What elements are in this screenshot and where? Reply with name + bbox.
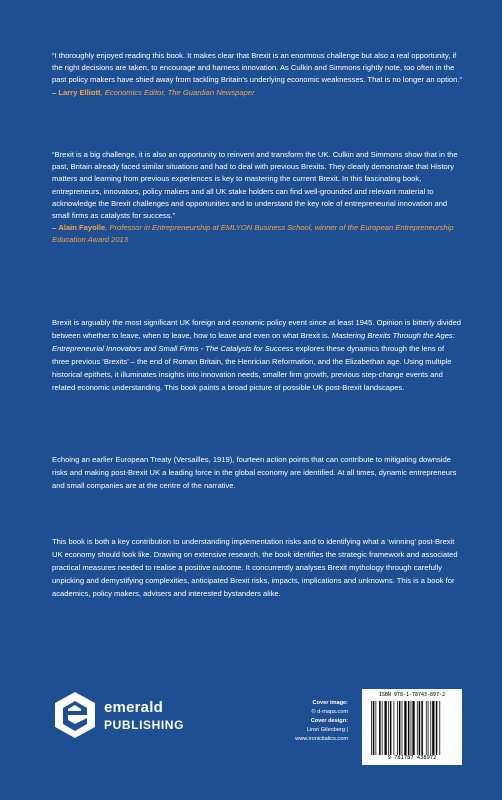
blurb-paragraph	[52, 316, 462, 394]
emerald-e-logo-icon	[52, 690, 98, 740]
blurb-paragraph: Echoing an earlier European Treaty (Versailles, 1919), fourteen action points that can contribute to mitigating downside risks and making post-Brexit UK a leading force in the global economy are identified. At all times, dynamic entrepreneurs and small companies are at the centre of the narrative.	[52, 455, 457, 490]
endorsement-quote	[52, 149, 462, 247]
publisher-subtitle: PUBLISHING	[104, 718, 185, 732]
attribution-dash: –	[52, 87, 59, 97]
endorsement-quote	[52, 50, 462, 99]
cover-image-credit: © d-maps.com	[311, 709, 348, 715]
cover-design-credit: Liron Gilenberg | www.ironicitalics.com	[295, 727, 348, 742]
endorser-role: , Economics Editor, The Guardian Newspaper	[100, 87, 255, 97]
book-title: Mastering Brexits Through the Ages: Entrepreneurial Innovators and Small Firms - The Catalysts for Success	[52, 331, 455, 353]
blurb-text: Brexit is arguably the most significant UK foreign and economic policy event since at least 1945. Opinion is bitterly divided between whether to leave, when to leave, how to leave and even on what Brexit is.	[52, 318, 462, 340]
quote-text: “I thoroughly enjoyed reading this book. It makes clear that Brexit is an enormous challenge but also a real opportunity, if the right decisions are taken, to encourage and harness innovation. As Culkin and Simmons rightly note, too often in the past policy makers have shied away from tackling Britain’s underlying economic weaknesses. That is no longer an option.”	[52, 51, 462, 85]
quote-attribution	[52, 87, 462, 99]
quote-text: “Brexit is a big challenge, it is also an opportunity to reinvent and transform the UK. Culkin and Simmons show that in the past, Britain already faced similar situations and had to deal with previous Brexits. They clearly demonstrate that History matters and learning from previous experiences is key to mastering the current Brexit. In this fascinating book, entrepreneurs, innovators, policy makers and all UK stake holders can find well-grounded and relevant material to acknowledge the Brexit challenges and opportunities and to understand the key role of entrepreneurial innovation and small firms as catalysts for success.”	[52, 150, 458, 221]
publisher-name: emerald	[104, 699, 163, 716]
endorser-role: , Professor in Entrepreneurship at EMLYON Business School, winner of the European Entrepreneurship Education Award 2013	[52, 223, 454, 245]
barcode-number: 9 781787 438972	[387, 755, 437, 761]
isbn-label: ISBN 978-1-78743-897-2	[378, 692, 446, 698]
cover-credits	[262, 699, 348, 744]
cover-design-label: Cover design:	[310, 718, 348, 724]
endorser-name: Alain Fayolle	[58, 223, 106, 233]
isbn-barcode	[362, 689, 462, 765]
blurb-paragraph: This book is both a key contribution to understanding implementation risks and to identifying what a ‘winning’ post-Brexit UK economy should look like. Drawing on extensive research, the book identifies the strategic framework and associated practical measures needed to realise a positive outcome. It concurrently analyses Brexit mythology through carefully unpicking and demystifying complexities, anticipated Brexit risks, impacts, implications and unknowns. This is a book for academics, policy makers, advisers and interested bystanders alike.	[52, 537, 458, 598]
publisher-logo	[52, 690, 192, 740]
blurb-text: explores these dynamics through the lens of three previous ‘Brexits’ – the end of Roman Britain, the Henrician Reformation, and the Elizabethan age. Using multiple historical epithets, it illuminates insights into innovation needs, smaller firm growth, previous step-change events and related economic understanding. This book paints a broad picture of possible UK post-Brexit landscapes.	[52, 344, 452, 392]
attribution-dash: –	[52, 223, 59, 233]
cover-image-label: Cover image:	[312, 700, 348, 706]
endorser-name: Larry Elliott	[58, 87, 101, 97]
quote-attribution	[52, 222, 462, 246]
barcode-bars	[370, 701, 456, 755]
